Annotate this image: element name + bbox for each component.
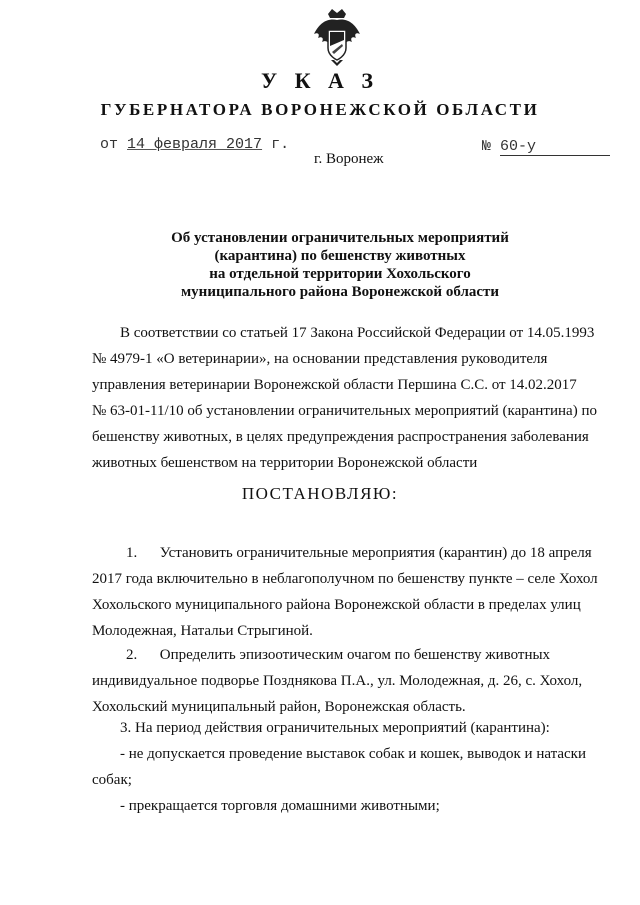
subject-line: (карантина) по бешенству животных <box>214 248 466 264</box>
preamble-paragraph <box>92 320 604 476</box>
paragraph-line: - не допускается проведение выставок собак и кошек, выводок и натаски <box>120 746 586 762</box>
date-value: 14 февраля 2017 <box>127 136 263 153</box>
number-prefix: № <box>482 138 492 155</box>
number-value: 60-у <box>500 138 610 156</box>
item-1-paragraph <box>92 540 604 644</box>
document-issuer: ГУБЕРНАТОРА ВОРОНЕЖСКОЙ ОБЛАСТИ <box>100 100 540 119</box>
paragraph-line: В соответствии со статьей 17 Закона Российской Федерации от 14.05.1993 <box>120 325 595 341</box>
item-3-paragraph <box>92 715 604 819</box>
document-city: г. Воронеж <box>314 151 384 167</box>
coat-of-arms-icon <box>306 8 368 70</box>
subject-line: Об установлении ограничительных мероприятий <box>171 230 509 246</box>
subject-line: муниципального района Воронежской области <box>180 284 500 300</box>
paragraph-line: собак; <box>92 772 132 788</box>
decree-word: ПОСТАНОВЛЯЮ: <box>241 484 399 503</box>
document-title: У К А З <box>260 68 380 93</box>
paragraph-line: индивидуальное подворье Позднякова П.А., ул. Молодежная, д. 26, с. Хохол, <box>92 673 583 689</box>
document-number <box>482 138 610 156</box>
subject-line: на отдельной территории Хохольского <box>209 266 471 282</box>
paragraph-line: Хохольского муниципального района Воронежской области в пределах улиц <box>92 597 581 613</box>
paragraph-line: 2017 года включительно в неблагополучном по бешенству пункте – селе Хохол <box>92 571 598 587</box>
paragraph-line: Хохольский муниципальный район, Воронежская область. <box>92 699 466 715</box>
paragraph-line: 2. Определить эпизоотическим очагом по бешенству животных <box>126 647 551 663</box>
item-2-paragraph <box>92 642 604 720</box>
paragraph-line: - прекращается торговля домашними животными; <box>120 798 440 814</box>
paragraph-line: бешенству животных, в целях предупреждения распространения заболевания <box>92 429 589 445</box>
document-date <box>100 136 289 153</box>
paragraph-line: № 4979-1 «О ветеринарии», на основании представления руководителя <box>92 351 548 367</box>
date-prefix: от <box>100 136 119 153</box>
paragraph-line: Молодежная, Натальи Стрыгиной. <box>92 623 313 639</box>
paragraph-line: животных бешенством на территории Воронежской области <box>92 455 478 471</box>
date-suffix: г. <box>271 136 290 153</box>
paragraph-line: 1. Установить ограничительные мероприятия (карантин) до 18 апреля <box>126 545 592 561</box>
paragraph-line: управления ветеринарии Воронежской области Першина С.С. от 14.02.2017 <box>92 377 577 393</box>
paragraph-line: № 63-01-11/10 об установлении ограничительных мероприятий (карантина) по <box>92 403 597 419</box>
paragraph-line: 3. На период действия ограничительных мероприятий (карантина): <box>120 720 550 736</box>
document-subject <box>130 229 550 301</box>
